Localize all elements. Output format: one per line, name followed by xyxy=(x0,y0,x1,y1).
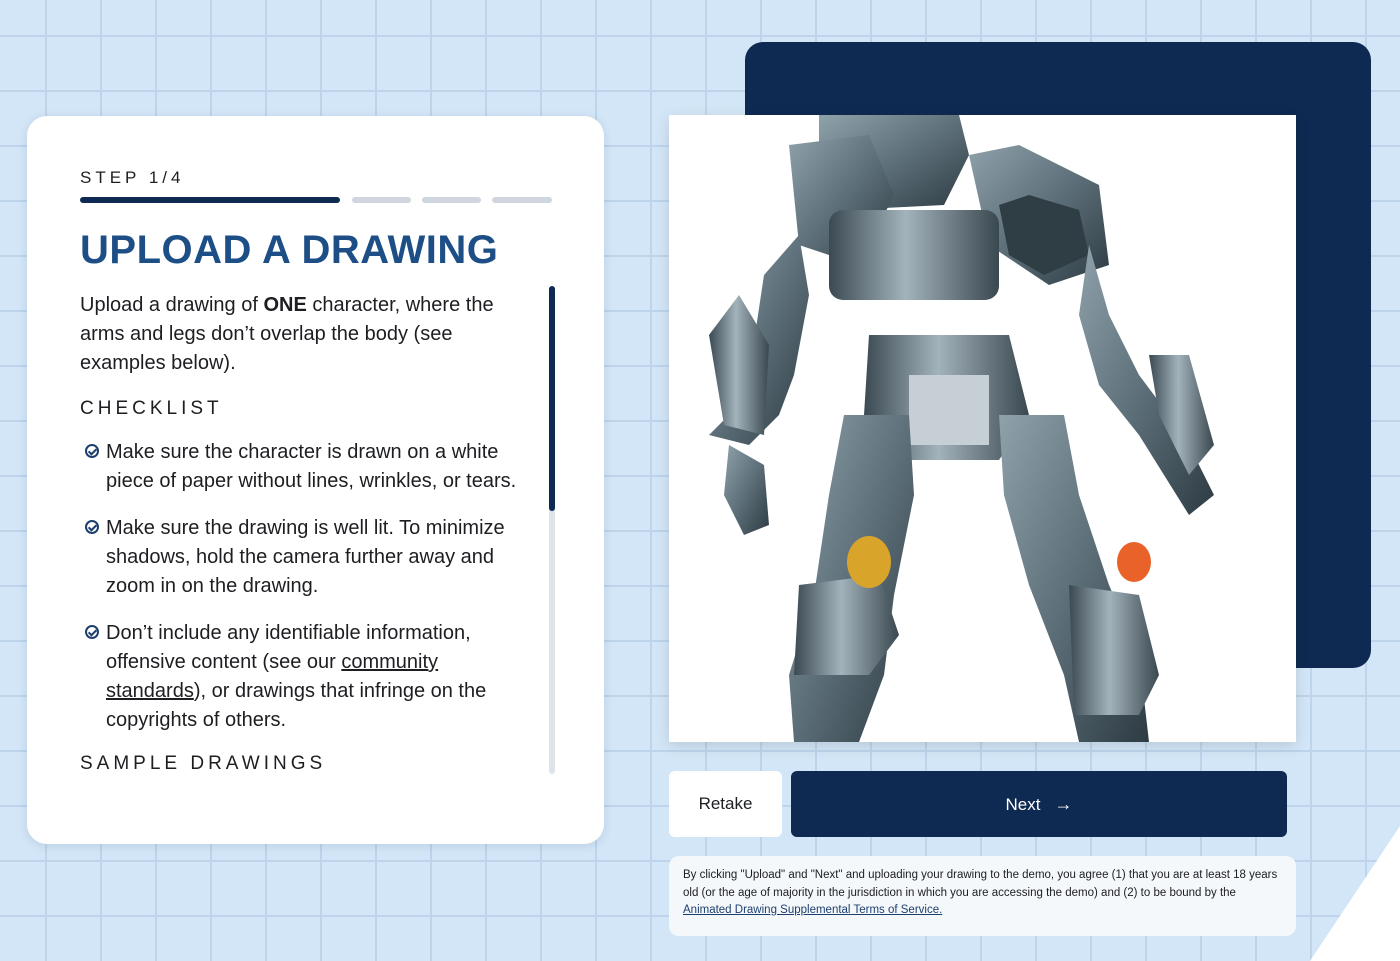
scrollbar-thumb[interactable] xyxy=(549,286,555,511)
intro-text xyxy=(80,291,540,378)
progress-segment-1 xyxy=(80,197,340,203)
decorative-corner xyxy=(1310,826,1400,961)
disclaimer-text: By clicking "Upload" and "Next" and uploading your drawing to the demo, you agree (1) that you are at least 18 years old (or the age of majority in the jurisdiction in which you are accessing the demo) and (2) to be bound by the xyxy=(683,869,1278,899)
next-button[interactable] xyxy=(791,771,1287,837)
uploaded-drawing-preview xyxy=(669,115,1296,742)
check-circle-icon xyxy=(85,520,99,534)
checklist-item xyxy=(80,438,540,496)
scrollbar[interactable] xyxy=(549,286,555,774)
next-button-label: Next xyxy=(1005,794,1041,814)
progress-segment-2 xyxy=(352,197,411,203)
checklist-item xyxy=(80,619,540,735)
checklist-item-text: Make sure the drawing is well lit. To minimize shadows, hold the camera further away and zoom in on the drawing. xyxy=(106,517,505,597)
robot-image xyxy=(669,115,1296,742)
intro-text-end: character, where the arms and legs don’t overlap the body (see examples below). xyxy=(80,294,494,374)
check-circle-icon xyxy=(85,444,99,458)
checklist-item-text: Make sure the character is drawn on a white piece of paper without lines, wrinkles, or tears. xyxy=(106,441,517,492)
progress-segment-3 xyxy=(422,197,481,203)
step-progress-bar xyxy=(80,197,552,203)
checklist-item-text-end: ), or drawings that infringe on the copyrights of others. xyxy=(106,680,487,731)
checklist-item-text: Don’t include any identifiable information, offensive content (see our xyxy=(106,622,471,673)
page-title: UPLOAD A DRAWING xyxy=(80,228,499,272)
check-circle-icon xyxy=(85,625,99,639)
terms-of-service-link[interactable]: Animated Drawing Supplemental Terms of Service. xyxy=(683,904,943,916)
retake-button[interactable]: Retake xyxy=(669,771,782,837)
checklist-item xyxy=(80,514,540,601)
instructions-card xyxy=(27,116,604,844)
intro-emphasis: ONE xyxy=(263,294,307,316)
community-standards-link[interactable]: community standards xyxy=(106,651,439,702)
step-indicator: STEP 1/4 xyxy=(80,168,185,187)
checklist-heading: CHECKLIST xyxy=(80,398,223,419)
progress-segment-4 xyxy=(492,197,552,203)
sample-drawings-heading: SAMPLE DRAWINGS xyxy=(80,753,327,773)
intro-text-start: Upload a drawing of xyxy=(80,294,264,316)
instructions-scroll-area[interactable] xyxy=(80,288,540,773)
terms-disclaimer xyxy=(669,856,1296,936)
arrow-right-icon: → xyxy=(1054,793,1073,814)
